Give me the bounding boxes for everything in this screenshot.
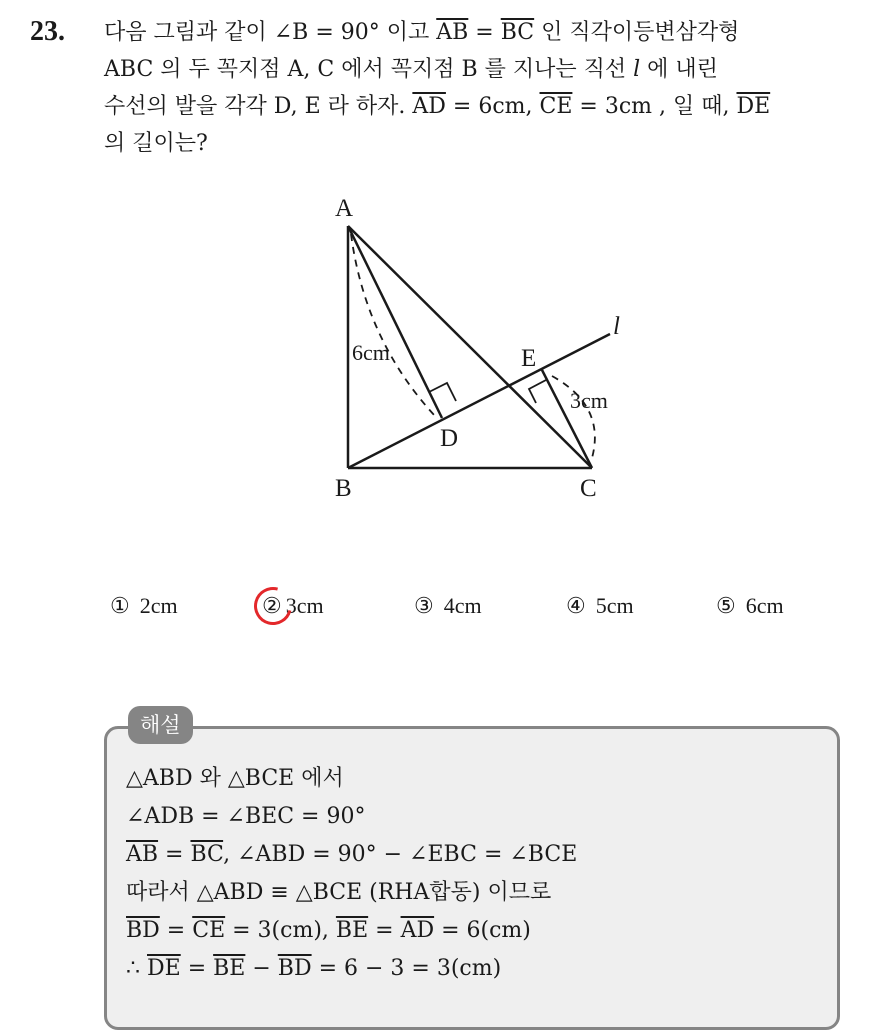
solution-line <box>126 912 826 950</box>
choice-1[interactable] <box>110 590 178 622</box>
label-ce-length: 3cm <box>570 388 608 413</box>
choice-5[interactable] <box>716 590 784 622</box>
text-segment: = <box>468 20 501 45</box>
text-segment: ∴ <box>126 956 147 981</box>
text-segment: = <box>368 918 401 943</box>
question-line <box>104 88 864 125</box>
text-segment: = 6cm, <box>445 94 540 119</box>
segment-label: $\overline{BE}$ <box>213 956 246 981</box>
text-segment: = <box>159 918 193 943</box>
text-segment: 의 길이는? <box>104 131 208 156</box>
solution-line <box>126 798 826 836</box>
text-segment: = 6 − 3 = 3(cm) <box>311 956 502 981</box>
label-a: A <box>335 195 354 222</box>
text-segment: 에 내린 <box>640 57 718 82</box>
choice-number: ② <box>262 590 282 622</box>
choice-text: 4cm <box>443 593 482 618</box>
text-segment: , ∠ABD = 90° − ∠EBC = ∠BCE <box>223 842 578 867</box>
text-segment: − <box>245 956 278 981</box>
choice-number: ① <box>110 593 130 618</box>
choice-text: 5cm <box>595 593 634 618</box>
question-line <box>104 125 864 162</box>
label-ad-length: 6cm <box>352 340 390 365</box>
text-segment: = <box>180 956 214 981</box>
text-segment: = 6(cm) <box>434 918 531 943</box>
choice-3[interactable] <box>414 590 482 622</box>
choice-number: ⑤ <box>716 593 736 618</box>
segment-ad <box>348 226 442 418</box>
text-segment: = <box>158 842 191 867</box>
segment-label: $\overline{AB}$ <box>126 842 159 867</box>
choice-text: 2cm <box>139 593 178 618</box>
label-l: l <box>613 313 620 340</box>
segment-label: $\overline{BD}$ <box>277 956 312 981</box>
label-e: E <box>521 345 537 372</box>
solution-line <box>126 760 826 798</box>
solution-line <box>126 836 826 874</box>
text-segment: = 3cm , 일 때, <box>572 94 737 119</box>
segment-label: $\overline{BC}$ <box>190 842 224 867</box>
text-segment: = 3(cm), <box>225 918 336 943</box>
line-variable: l <box>633 57 641 82</box>
segment-label: $\overline{CE}$ <box>539 94 573 119</box>
label-b: B <box>335 475 352 502</box>
segment-label: $\overline{BE}$ <box>335 918 369 943</box>
choice-text: 6cm <box>745 593 784 618</box>
right-angle-e <box>529 380 546 403</box>
answer-choices <box>0 590 884 626</box>
question-text <box>104 14 864 162</box>
segment-label: $\overline{DE}$ <box>147 956 181 981</box>
triangle-figure <box>320 190 640 510</box>
label-d: D <box>440 425 459 452</box>
text-segment: ∠ADB = ∠BEC = 90° <box>126 804 366 829</box>
choice-4[interactable] <box>566 590 634 622</box>
text-segment: 다음 그림과 같이 ∠B = 90° 이고 <box>104 20 437 45</box>
selected-mark-icon <box>247 580 299 632</box>
segment-label: $\overline{BC}$ <box>500 20 535 45</box>
segment-label: $\overline{CE}$ <box>192 918 226 943</box>
text-segment: △ABD 와 △BCE 에서 <box>126 766 344 791</box>
question-line <box>104 51 864 88</box>
solution-line <box>126 950 826 988</box>
solution-lines <box>126 760 826 988</box>
segment-label: $\overline{BD}$ <box>126 918 160 943</box>
solution-tag: 해설 <box>128 706 193 744</box>
arc-ad <box>351 234 435 416</box>
text-segment: 수선의 발을 각각 D, E 라 하자. <box>104 94 413 119</box>
question-line <box>104 14 864 51</box>
segment-label: $\overline{DE}$ <box>736 94 771 119</box>
question-number: 23. <box>30 16 65 47</box>
solution-line <box>126 874 826 912</box>
text-segment: ABC 의 두 꼭지점 A, C 에서 꼭지점 B 를 지나는 직선 <box>104 57 634 82</box>
segment-label: $\overline{AD}$ <box>412 94 446 119</box>
segment-label: $\overline{AB}$ <box>436 20 469 45</box>
label-c: C <box>580 475 597 502</box>
text-segment: 인 직각이등변삼각형 <box>534 20 740 45</box>
text-segment: 따라서 △ABD ≡ △BCE (RHA합동) 이므로 <box>126 880 552 905</box>
choice-2[interactable] <box>262 590 324 622</box>
choice-text: 3cm <box>285 593 324 618</box>
segment-label: $\overline{AD}$ <box>400 918 435 943</box>
choice-number: ④ <box>566 593 586 618</box>
choice-number: ③ <box>414 593 434 618</box>
